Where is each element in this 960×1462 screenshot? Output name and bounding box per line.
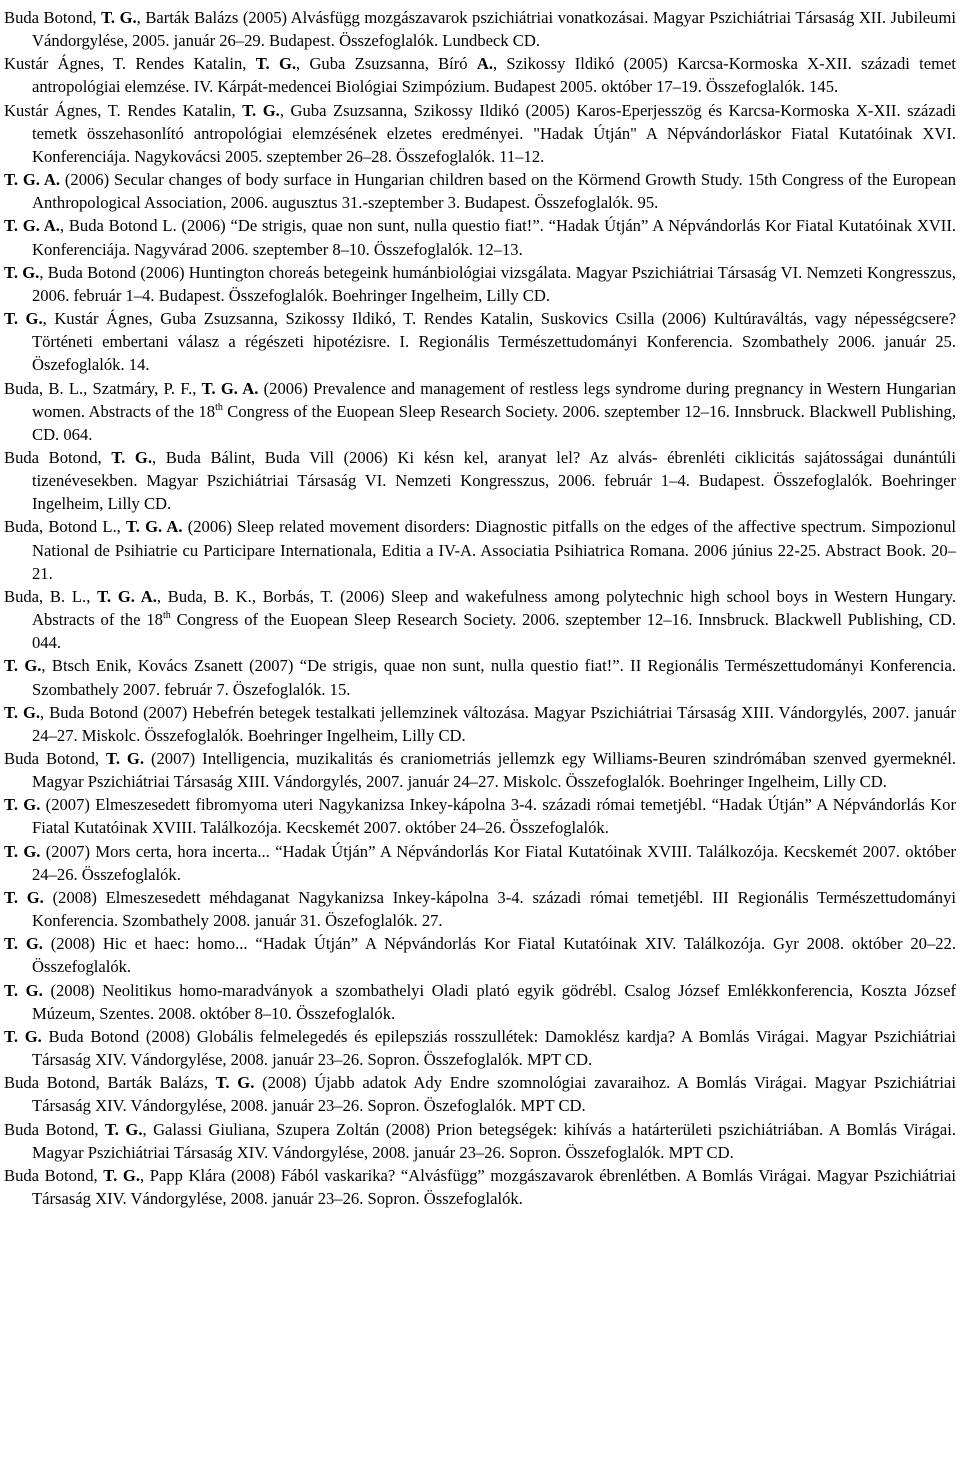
author-highlight: T. G. (215, 1073, 255, 1093)
reference-text: , Szikossy Ildikó (2005) Karcsa-Kormoska X-XII. századi temet antropológiai elemzése. IV. Kárpát-medencei Biológiai Szimpózium. Budapest 2005. október 17–19. Összefoglalók. 145. (32, 54, 957, 97)
reference-entry (4, 307, 956, 376)
reference-text: Buda, B. L., (4, 586, 98, 606)
reference-text: (2006) Secular changes of body surface in Hungarian children based on the Körmend Growth Study. 15th Congress of the European Anthropological Association, 2006. augusztus 31.-szeptember 3. Budapest. Összefoglalók. 95. (32, 170, 956, 213)
reference-text: , Kustár Ágnes, Guba Zsuzsanna, Szikossy Ildikó, T. Rendes Katalin, Suskovics Csilla (2006) Kultúraváltás, vagy népességcsere? Történeti embertani válasz a régészeti hipotézisre. I. Regionális Természettudományi Konferencia. Szombathely 2006. január 25. Öszefoglalók. 14. (32, 309, 956, 375)
reference-entry (4, 840, 956, 886)
author-highlight: T. G. (104, 1119, 143, 1139)
ordinal-superscript: th (215, 401, 223, 413)
author-highlight: T. G. (4, 262, 40, 282)
author-highlight: T. G. (4, 702, 41, 722)
reference-text: Buda Botond, (4, 1119, 105, 1139)
reference-entry (4, 701, 956, 747)
reference-entry (4, 1071, 956, 1117)
reference-text: , Guba Zsuzsanna, Bíró (296, 54, 477, 74)
author-highlight: T. G. (4, 887, 44, 907)
reference-text: (2008) Hic et haec: homo... “Hadak Útján” A Népvándorlás Kor Fiatal Kutatóinak XIV. Találkozója. Gyr 2008. október 20–22. Összefoglalók. (32, 934, 956, 977)
reference-text: (2007) Mors certa, hora incerta... “Hadak Útján” A Népvándorlás Kor Fiatal Kutatóinak XVIII. Találkozója. Kecskemét 2007. október 24–26. Összefoglalók. (32, 841, 956, 884)
reference-text: Buda Botond (2008) Globális felmelegedés és epilepsziás rosszullétek: Damoklész kardja? A Bomlás Virágai. Magyar Pszichiátriai Társaság XIV. Vándorgylése, 2008. január 23–26. Sopron. Összefoglalók. MPT CD. (32, 1026, 956, 1070)
reference-text: Buda Botond, Barták Balázs, (4, 1073, 216, 1093)
reference-text: , Papp Klára (2008) Fából vaskarika? “Alvásfügg” mozgászavarok ébrenlétben. A Bomlás Virágai. Magyar Pszichiátriai Társaság XIV. Vándorgylése, 2008. január 23–26. Sopron. Összefoglalók. (32, 1165, 956, 1208)
reference-entry (4, 793, 956, 839)
reference-text: Kustár Ágnes, T. Rendes Katalin, (4, 54, 256, 74)
reference-text: Buda, Botond L., (4, 517, 126, 537)
reference-entry (4, 168, 956, 214)
author-highlight: A. (476, 54, 494, 74)
reference-text: Buda Botond, (4, 447, 112, 467)
author-highlight: T. G. (103, 1165, 140, 1185)
reference-text: (2006) Sleep related movement disorders: Diagnostic pitfalls on the edges of the affective spectrum. Simpozionul National de Psihiatrie cu Participare Internationala, Editia a IV-A. Associatia Psihiatrica Romana. 2006 június 22-25. Abstract Book. 20–21. (32, 517, 956, 583)
reference-entry (4, 932, 956, 978)
reference-text: (2008) Elmeszesedett méhdaganat Nagykanizsa Inkey-kápolna 3-4. századi római temetjébl. III Regionális Természettudományi Konferencia. Szombathely 2008. január 31. Öszefoglalók. 27. (32, 887, 956, 931)
reference-entry (4, 886, 956, 932)
reference-text: (2008) Neolitikus homo-maradványok a szombathelyi Oladi plató egyik gödrébl. Csalog József Emlékkonferencia, Koszta József Múzeum, Szentes. 2008. október 8–10. Összefoglalók. (32, 980, 956, 1023)
author-highlight: T. G. (242, 100, 280, 120)
reference-text: Buda, B. L., Szatmáry, P. F., (4, 378, 202, 398)
reference-entry (4, 377, 956, 446)
reference-entry (4, 585, 956, 654)
author-highlight: T. G. (4, 980, 43, 1000)
reference-entry (4, 747, 956, 793)
reference-text: Buda Botond, (4, 1165, 104, 1185)
reference-text: (2007) Elmeszesedett fibromyoma uteri Nagykanizsa Inkey-kápolna 3-4. századi római temetjébl. “Hadak Útján” A Népvándorlás Kor Fiatal Kutatóinak XVIII. Találkozója. Kecskemét 2007. október 24–26. Összefoglalók. (32, 795, 956, 838)
reference-text: , Buda Botond L. (2006) “De strigis, quae non sunt, nulla questio fiat!”. “Hadak Útján” A Népvándorlás Kor Fiatal Kutatóinak XVII. Konferenciája. Nagyvárad 2006. szeptember 8–10. Összefoglalók. 12–13. (32, 216, 956, 259)
reference-text: (2008) Újabb adatok Ady Endre szomnológiai zavaraihoz. A Bomlás Virágai. Magyar Pszichiátriai Társaság XIV. Vándorgylése, 2008. január 23–26. Sopron. Öszefoglalók. MPT CD. (32, 1073, 956, 1116)
author-highlight: T. G. A. (4, 216, 60, 236)
reference-entry (4, 1025, 956, 1071)
reference-entry (4, 52, 956, 98)
reference-text: , Buda Bálint, Buda Vill (2006) Ki késn kel, aranyat lel? Az alvás- ébrenléti ciklicitás sajátosságai dunántúli tizenévesekben. Magyar Pszichiátriai Társaság VI. Nemzeti Kongresszus, 2006. február 1–4. Budapest. Összefoglalók. Boehringer Ingelheim, Lilly CD. (32, 447, 956, 514)
author-highlight: T. G. (4, 656, 42, 676)
reference-text: Kustár Ágnes, T. Rendes Katalin, (4, 100, 243, 120)
reference-entry (4, 654, 956, 700)
reference-text: , Barták Balázs (2005) Alvásfügg mozgászavarok pszichiátriai vonatkozásai. Magyar Pszichiátriai Társaság XII. Jubileumi Vándorgylése, 2005. január 26–29. Budapest. Összefoglalók. Lundbeck CD. (32, 8, 956, 51)
reference-entry (4, 1164, 956, 1210)
author-highlight: T. G. (4, 1026, 42, 1046)
reference-text: (2007) Intelligencia, muzikalitás és craniometriás jellemzk egy Williams-Beuren szindrómában szenved gyermeknél. Magyar Pszichiátriai Társaság XIII. Vándorgylés, 2007. január 24–27. Miskolc. Összefoglalók. Boehringer Ingelheim, Lilly CD. (32, 749, 956, 792)
reference-entry (4, 261, 956, 307)
author-highlight: T. G. A. (97, 586, 157, 606)
author-highlight: T. G. A. (4, 170, 61, 190)
reference-entry (4, 214, 956, 260)
author-highlight: T. G. (4, 309, 43, 329)
reference-entry (4, 515, 956, 584)
author-highlight: T. G. (111, 447, 152, 467)
reference-text: (2006) Prevalence and management of restless legs syndrome during pregnancy in Western Hungarian women. Abstracts of the 18 (32, 378, 956, 421)
ordinal-superscript: th (162, 610, 171, 622)
reference-entry (4, 6, 956, 52)
reference-entry (4, 979, 956, 1025)
author-highlight: T. G. (101, 8, 137, 27)
reference-text: , Guba Zsuzsanna, Szikossy Ildikó (2005) Karos-Eperjesszög és Karcsa-Kormoska X-XII. századi temetk összehasonlító antropológiai elemzésének elzetes eredményei. "Hadak Útján" A Népvándorláskor Fiatal Kutatóinak XVI. Konferenciája. Nagykovácsi 2005. szeptember 26–28. Összefoglalók. 11–12. (32, 100, 956, 166)
author-highlight: T. G. (105, 749, 144, 768)
author-highlight: T. G. (255, 54, 297, 74)
author-highlight: T. G. A. (201, 378, 259, 398)
reference-text: , Buda Botond (2007) Hebefrén betegek testalkati jellemzinek változása. Magyar Pszichiátriai Társaság XIII. Vándorgylés, 2007. január 24–27. Miskolc. Összefoglalók. Boehringer Ingelheim, Lilly CD. (32, 702, 956, 745)
author-highlight: T. G. (4, 795, 41, 815)
reference-text: , Buda Botond (2006) Huntington choreás betegeink humánbiológiai vizsgálata. Magyar Pszichiátriai Társaság VI. Nemzeti Kongresszus, 2006. február 1–4. Budapest. Összefoglalók. Boehringer Ingelheim, Lilly CD. (32, 262, 956, 305)
reference-entry (4, 99, 956, 168)
author-highlight: T. G. (4, 841, 41, 861)
reference-text: , Btsch Enik, Kovács Zsanett (2007) “De strigis, quae non sunt, nulla questio fiat!”. II Regionális Természettudományi Konferencia. Szombathely 2007. február 7. Öszefoglalók. 15. (32, 656, 956, 699)
reference-text: Congress of the Euopean Sleep Research Society. 2006. szeptember 12–16. Innsbruck. Blackwell Publishing, CD. 064. (32, 401, 956, 444)
author-highlight: T. G. (4, 934, 43, 954)
reference-text: Congress of the Euopean Sleep Research Society. 2006. szeptember 12–16. Innsbruck. Blackwell Publishing, CD. 044. (32, 610, 956, 653)
reference-entry (4, 1118, 956, 1164)
reference-entry (4, 446, 956, 515)
reference-text: , Buda, B. K., Borbás, T. (2006) Sleep and wakefulness among polytechnic high school boys in Western Hungary. Abstracts of the 18 (32, 586, 956, 630)
reference-text: , Galassi Giuliana, Szupera Zoltán (2008) Prion betegségek: kihívás a határterületi pszichiátriában. A Bomlás Virágai. Magyar Pszichiátriai Társaság XIV. Vándorgylése, 2008. január 23–26. Sopron. Összefoglalók. MPT CD. (32, 1119, 956, 1162)
reference-text: Buda Botond, (4, 8, 102, 27)
reference-text: Buda Botond, (4, 749, 106, 768)
author-highlight: T. G. A. (125, 517, 183, 537)
